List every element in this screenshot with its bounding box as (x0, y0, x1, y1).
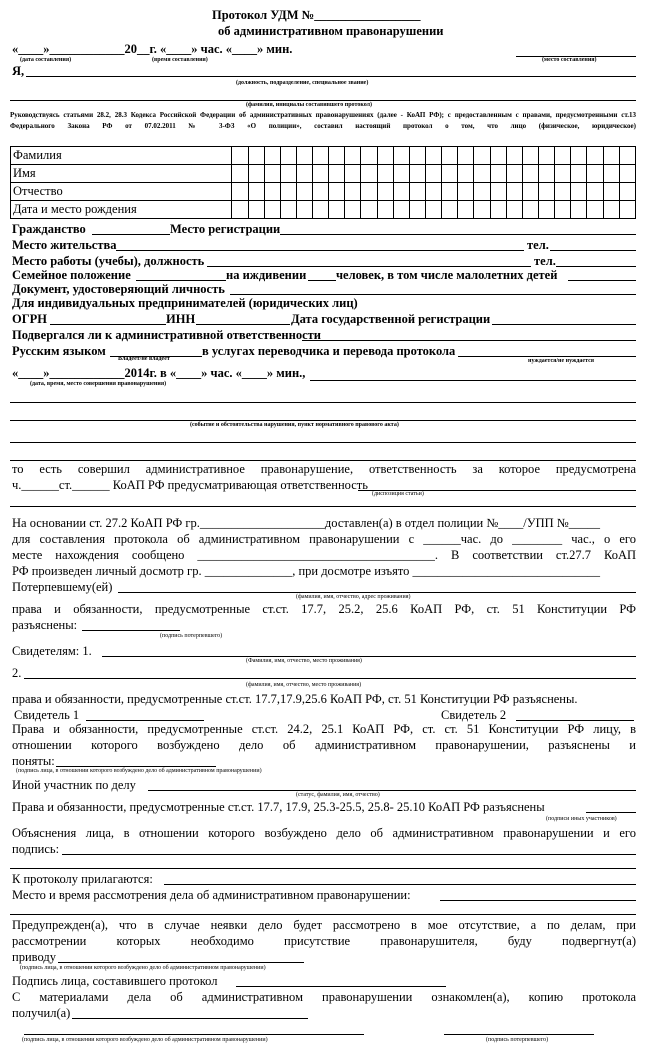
identity-cell[interactable] (361, 183, 377, 201)
identity-cell[interactable] (426, 201, 442, 219)
victim-rights: права и обязанности, предусмотренные ст.ст. 17.7, 25.2, 25.6 КоАП РФ, ст. 51 Конституции РФ (12, 602, 636, 616)
identity-cell[interactable] (587, 147, 603, 165)
victim-sign-caption: (подпись потерпевшего) (160, 633, 223, 639)
identity-row-label: Фамилия (11, 147, 232, 165)
identity-cell[interactable] (345, 147, 361, 165)
identity-row-label: Имя (11, 165, 232, 183)
inn-line (196, 324, 290, 325)
identity-row-label: Дата и место рождения (11, 201, 232, 219)
witness-2-sign-label: Свидетель 2 (441, 708, 507, 722)
disposition-caption: (диспозиция статьи) (372, 491, 424, 497)
police-line-4: РФ произведен личный досмотр гр. ______________, при досмотре изъято ______________________________ (12, 564, 600, 578)
identity-cell[interactable] (522, 165, 538, 183)
identity-cell[interactable] (377, 201, 393, 219)
witness-1-line (102, 656, 636, 657)
legal-entities-label: Для индивидуальных предпринимателей (юридических лиц) (12, 296, 358, 310)
accused-sign-line (56, 766, 216, 767)
protocol-subtitle: об административном правонарушении (218, 24, 444, 38)
offense-line-1: то есть совершил административное правонарушение, ответственность за которое предусмотрена (12, 462, 636, 476)
identity-cell[interactable] (393, 201, 409, 219)
tel1-label: тел. (527, 238, 549, 252)
identity-cell[interactable] (232, 183, 248, 201)
witness-1-sign-line (86, 720, 204, 721)
identity-cell[interactable] (377, 147, 393, 165)
state-reg-line (492, 324, 636, 325)
identity-cell[interactable] (587, 183, 603, 201)
victim-sign-line (82, 630, 180, 631)
identity-cell[interactable] (474, 183, 490, 201)
identity-cell[interactable] (296, 147, 312, 165)
victim-caption: (фамилия, имя, отчество, адрес проживания) (296, 594, 411, 600)
identity-cell[interactable] (506, 201, 522, 219)
identity-cell[interactable] (474, 165, 490, 183)
witness-1-caption: (Фамилия, имя, отчество, место проживания) (246, 658, 362, 664)
identity-cell[interactable] (345, 201, 361, 219)
event-line-1 (10, 402, 636, 403)
russian-label: Русским языком (12, 344, 106, 358)
familiar-1: С материалами дела об административном правонарушении ознакомлен(а), копию протокола (12, 990, 636, 1004)
i-label: Я, (12, 64, 25, 78)
tel2-line (556, 266, 636, 267)
prior-line (302, 340, 636, 341)
translator-label: в услугах переводчика и перевода протокола (202, 344, 456, 358)
identity-cell[interactable] (555, 183, 571, 201)
identity-cell[interactable] (571, 147, 587, 165)
state-reg-label: Дата государственной регистрации (291, 312, 491, 326)
witness-2-num: 2. (12, 666, 22, 680)
identity-cell[interactable] (571, 183, 587, 201)
identity-cell[interactable] (442, 165, 458, 183)
identity-cell[interactable] (329, 147, 345, 165)
dependents-label: на иждивении (226, 268, 307, 282)
other-participant-caption: (статус, фамилия, имя, отчество) (296, 792, 380, 798)
identity-cell[interactable] (555, 201, 571, 219)
identity-cell[interactable] (522, 183, 538, 201)
warning-1: Предупрежден(а), что в случае неявки дело будет рассмотрено в мое отсутствие, а по делам, при (12, 918, 636, 932)
identity-cell[interactable] (522, 147, 538, 165)
identity-cell[interactable] (361, 147, 377, 165)
fio-caption: (фамилия, инициалы составившего протокол) (246, 102, 372, 108)
identity-cell[interactable] (361, 201, 377, 219)
familiar-sign-line (72, 1018, 308, 1019)
identity-cell[interactable] (248, 165, 264, 183)
familiar-caption-right: (подпись потерпевшего) (486, 1037, 549, 1043)
owns-caption: Владеет/не владеет (118, 356, 170, 362)
identity-cell[interactable] (603, 147, 619, 165)
police-line-1: На основании ст. 27.2 КоАП РФ гр.____________________доставлен(а) в отдел полиции №____/УПП №_____ (12, 516, 600, 530)
event-line-4 (10, 460, 636, 461)
identity-cell[interactable] (619, 183, 635, 201)
warning-3: приводу (12, 950, 56, 964)
identity-cell[interactable] (377, 165, 393, 183)
attachments-line (164, 884, 636, 885)
identity-cell[interactable] (490, 147, 506, 165)
offense-line-2: ч.______ст.______ КоАП РФ предусматривающая ответственность (12, 478, 368, 492)
identity-cell[interactable] (619, 201, 635, 219)
other-rights: Права и обязанности, предусмотренные ст.ст. 17.7, 17.9, 25.3-25.5, 25.8- 25.10 КоАП РФ разъяснены (12, 800, 545, 814)
prior-label: Подвергался ли к административной ответственности (12, 328, 321, 342)
registration-line (280, 234, 636, 235)
date-caption: (дата составления) (20, 57, 72, 63)
identity-cell[interactable] (248, 183, 264, 201)
police-line-2: для составления протокола об административном правонарушении с ______час. до ________ час., о его (12, 532, 636, 546)
victim-label: Потерпевшему(ей) (12, 580, 113, 594)
inn-label: ИНН (166, 312, 196, 326)
identity-cell[interactable] (458, 183, 474, 201)
identity-cell[interactable] (280, 147, 296, 165)
residence-label: Место жительства (12, 238, 117, 252)
disposition-line-2 (10, 506, 636, 507)
other-participant-line (148, 790, 636, 791)
identity-cell[interactable] (232, 147, 248, 165)
place-caption: (место составления) (542, 57, 597, 63)
explanations-1: Объяснения лица, в отношении которого возбуждено дело об административном правонарушении и его (12, 826, 636, 840)
identity-cell[interactable] (426, 183, 442, 201)
explanations-2: подпись: (12, 842, 60, 856)
identity-cell[interactable] (248, 201, 264, 219)
identity-cell[interactable] (264, 183, 280, 201)
document-line (230, 294, 636, 295)
tel1-line (550, 250, 636, 251)
accused-sign-caption: (подпись лица, в отношении которого возбуждено дело об административном правонарушении) (16, 768, 262, 774)
identity-row-label: Отчество (11, 183, 232, 201)
venue-line-1 (440, 900, 636, 901)
identity-cell[interactable] (522, 201, 538, 219)
identity-cell[interactable] (442, 147, 458, 165)
citizenship-label: Гражданство (12, 222, 86, 236)
circumstances-caption: (событие и обстоятельства нарушения, пункт нормативного правового акта) (190, 422, 399, 428)
residence-line (116, 250, 524, 251)
witness-2-line (24, 678, 636, 679)
identity-cell[interactable] (587, 165, 603, 183)
witness-rights: права и обязанности, предусмотренные ст.ст. 17.7,17.9,25.6 КоАП РФ, ст. 51 Конституции РФ разъяснены. (12, 692, 578, 706)
venue-line-2 (10, 914, 636, 915)
identity-cell[interactable] (603, 183, 619, 201)
citizenship-line (92, 234, 170, 235)
position-line (26, 76, 636, 77)
identity-cell[interactable] (329, 201, 345, 219)
identity-row (11, 165, 636, 183)
family-label: Семейное положение (12, 268, 131, 282)
identity-cell[interactable] (329, 183, 345, 201)
identity-cell[interactable] (248, 147, 264, 165)
identity-row (11, 147, 636, 165)
familiar-victim-line (444, 1034, 594, 1035)
attachments-label: К протоколу прилагаются: (12, 872, 153, 886)
other-sign-caption: (подписи иных участников) (546, 816, 617, 822)
workplace-label: Место работы (учебы), должность (12, 254, 205, 268)
fio-line (10, 100, 636, 101)
identity-cell[interactable] (539, 201, 555, 219)
identity-cell[interactable] (506, 183, 522, 201)
children-line (568, 280, 636, 281)
identity-cell[interactable] (296, 201, 312, 219)
explanations-line-1 (62, 854, 636, 855)
identity-cell[interactable] (555, 147, 571, 165)
warning-sign-line (58, 962, 304, 963)
date-time-line: «____»____________20__г. «____» час. «____» мин. (12, 42, 293, 56)
police-line-3: месте нахождения сообщено ______________________________________. В соответствии ст.27.7 КоАП (12, 548, 636, 562)
victim-rights-2: разъяснены: (12, 618, 78, 632)
identity-cell[interactable] (393, 147, 409, 165)
identity-cell[interactable] (539, 147, 555, 165)
position-caption: (должность, подразделение, специальное звание) (236, 80, 369, 86)
identity-row (11, 183, 636, 201)
identity-cell[interactable] (571, 201, 587, 219)
familiar-2: получил(а) (12, 1006, 71, 1020)
witness-2-caption: (фамилия, имя, отчество, место проживания) (246, 682, 362, 688)
identity-cell[interactable] (313, 147, 329, 165)
identity-cell[interactable] (409, 165, 425, 183)
offense-time-caption: (дата, время, место совершения правонарушения) (30, 381, 167, 387)
identity-cell[interactable] (409, 201, 425, 219)
identity-cell[interactable] (296, 183, 312, 201)
document-label: Документ, удостоверяющий личность (12, 282, 225, 296)
identity-table (10, 146, 636, 219)
identity-cell[interactable] (458, 147, 474, 165)
offense-time-blank (310, 380, 636, 381)
identity-cell[interactable] (442, 183, 458, 201)
identity-row (11, 201, 636, 219)
family-line (136, 280, 226, 281)
identity-cell[interactable] (506, 165, 522, 183)
compiler-sign-line (236, 986, 446, 987)
identity-cell[interactable] (361, 165, 377, 183)
identity-cell[interactable] (426, 165, 442, 183)
protocol-title: Протокол УДМ №_________________ (212, 8, 421, 22)
other-participant-label: Иной участник по делу (12, 778, 136, 792)
identity-cell[interactable] (603, 165, 619, 183)
identity-cell[interactable] (506, 147, 522, 165)
identity-cell[interactable] (280, 201, 296, 219)
identity-cell[interactable] (393, 183, 409, 201)
identity-cell[interactable] (442, 201, 458, 219)
identity-cell[interactable] (377, 183, 393, 201)
compiler-label: Подпись лица, составившего протокол (12, 974, 218, 988)
identity-cell[interactable] (587, 201, 603, 219)
event-line-3 (10, 442, 636, 443)
identity-cell[interactable] (313, 183, 329, 201)
warning-2: рассмотрении которых необходимо присутствие правонарушителя, буду подвергнут(а) (12, 934, 636, 948)
identity-cell[interactable] (393, 165, 409, 183)
identity-cell[interactable] (296, 165, 312, 183)
familiar-caption-left: (подпись лица, в отношении которого возбуждено дело об административном правонарушении) (22, 1037, 268, 1043)
identity-cell[interactable] (232, 165, 248, 183)
witness-1-sign-label: Свидетель 1 (14, 708, 80, 722)
identity-cell[interactable] (345, 165, 361, 183)
identity-cell[interactable] (458, 201, 474, 219)
ogrn-line (50, 324, 166, 325)
identity-cell[interactable] (490, 201, 506, 219)
identity-cell[interactable] (409, 147, 425, 165)
identity-cell[interactable] (539, 165, 555, 183)
identity-cell[interactable] (280, 183, 296, 201)
explanations-line-2 (10, 868, 636, 869)
intro-paragraph: Руководствуясь статьями 28.2, 28.3 Кодекса Российской Федерации об административных правонарушениях (далее - КоАП РФ); с предоставленным с правами, предусмотренными ст.13 Федерального Закона РФ от 07.02.2011 № 3-ФЗ «О полиции», составил настоящий протокол о том, что лицо (физическое, юридическое) (10, 111, 636, 130)
identity-cell[interactable] (264, 147, 280, 165)
dependents-tail: человек, в том числе малолетних детей (336, 268, 558, 282)
event-line-2 (10, 420, 636, 421)
time-caption: (время составления) (152, 57, 208, 63)
venue-label: Место и время рассмотрения дела об административном правонарушении: (12, 888, 411, 902)
identity-cell[interactable] (571, 165, 587, 183)
translator-line (458, 356, 636, 357)
tel2-label: тел. (534, 254, 556, 268)
workplace-line (207, 266, 531, 267)
victim-line (118, 592, 636, 593)
witnesses-label: Свидетелям: 1. (12, 644, 92, 658)
identity-cell[interactable] (329, 165, 345, 183)
identity-cell[interactable] (474, 147, 490, 165)
accused-rights-1: Права и обязанности, предусмотренные ст.ст. 24.2, 25.1 КоАП РФ, ст. ст. 51 Конституции РФ лицу, в (12, 722, 636, 736)
identity-cell[interactable] (313, 201, 329, 219)
familiar-accused-line (24, 1034, 364, 1035)
needs-caption: нуждается/не нуждается (528, 358, 594, 364)
identity-cell[interactable] (232, 201, 248, 219)
witness-2-sign-line (516, 720, 634, 721)
accused-rights-2: отношении которого возбуждено дело об административном правонарушении, разъяснены и (12, 738, 636, 752)
identity-cell[interactable] (619, 147, 635, 165)
identity-cell[interactable] (345, 183, 361, 201)
warning-sign-caption: (подпись лица, в отношении которого возбуждено дело об административном правонарушении) (20, 965, 266, 971)
identity-cell[interactable] (474, 201, 490, 219)
identity-cell[interactable] (458, 165, 474, 183)
identity-cell[interactable] (539, 183, 555, 201)
identity-cell[interactable] (426, 147, 442, 165)
identity-cell[interactable] (490, 183, 506, 201)
identity-cell[interactable] (555, 165, 571, 183)
dependents-line (308, 280, 336, 281)
identity-cell[interactable] (603, 201, 619, 219)
registration-label: Место регистрации (170, 222, 281, 236)
accused-rights-3: поняты: (12, 754, 55, 768)
identity-cell[interactable] (490, 165, 506, 183)
identity-cell[interactable] (280, 165, 296, 183)
identity-cell[interactable] (619, 165, 635, 183)
identity-cell[interactable] (264, 201, 280, 219)
other-sign-line (586, 812, 636, 813)
ogrn-label: ОГРН (12, 312, 48, 326)
identity-cell[interactable] (409, 183, 425, 201)
identity-cell[interactable] (313, 165, 329, 183)
identity-cell[interactable] (264, 165, 280, 183)
offense-time-line: «____»____________2014г. в «____» час. «____» мин., (12, 366, 306, 380)
